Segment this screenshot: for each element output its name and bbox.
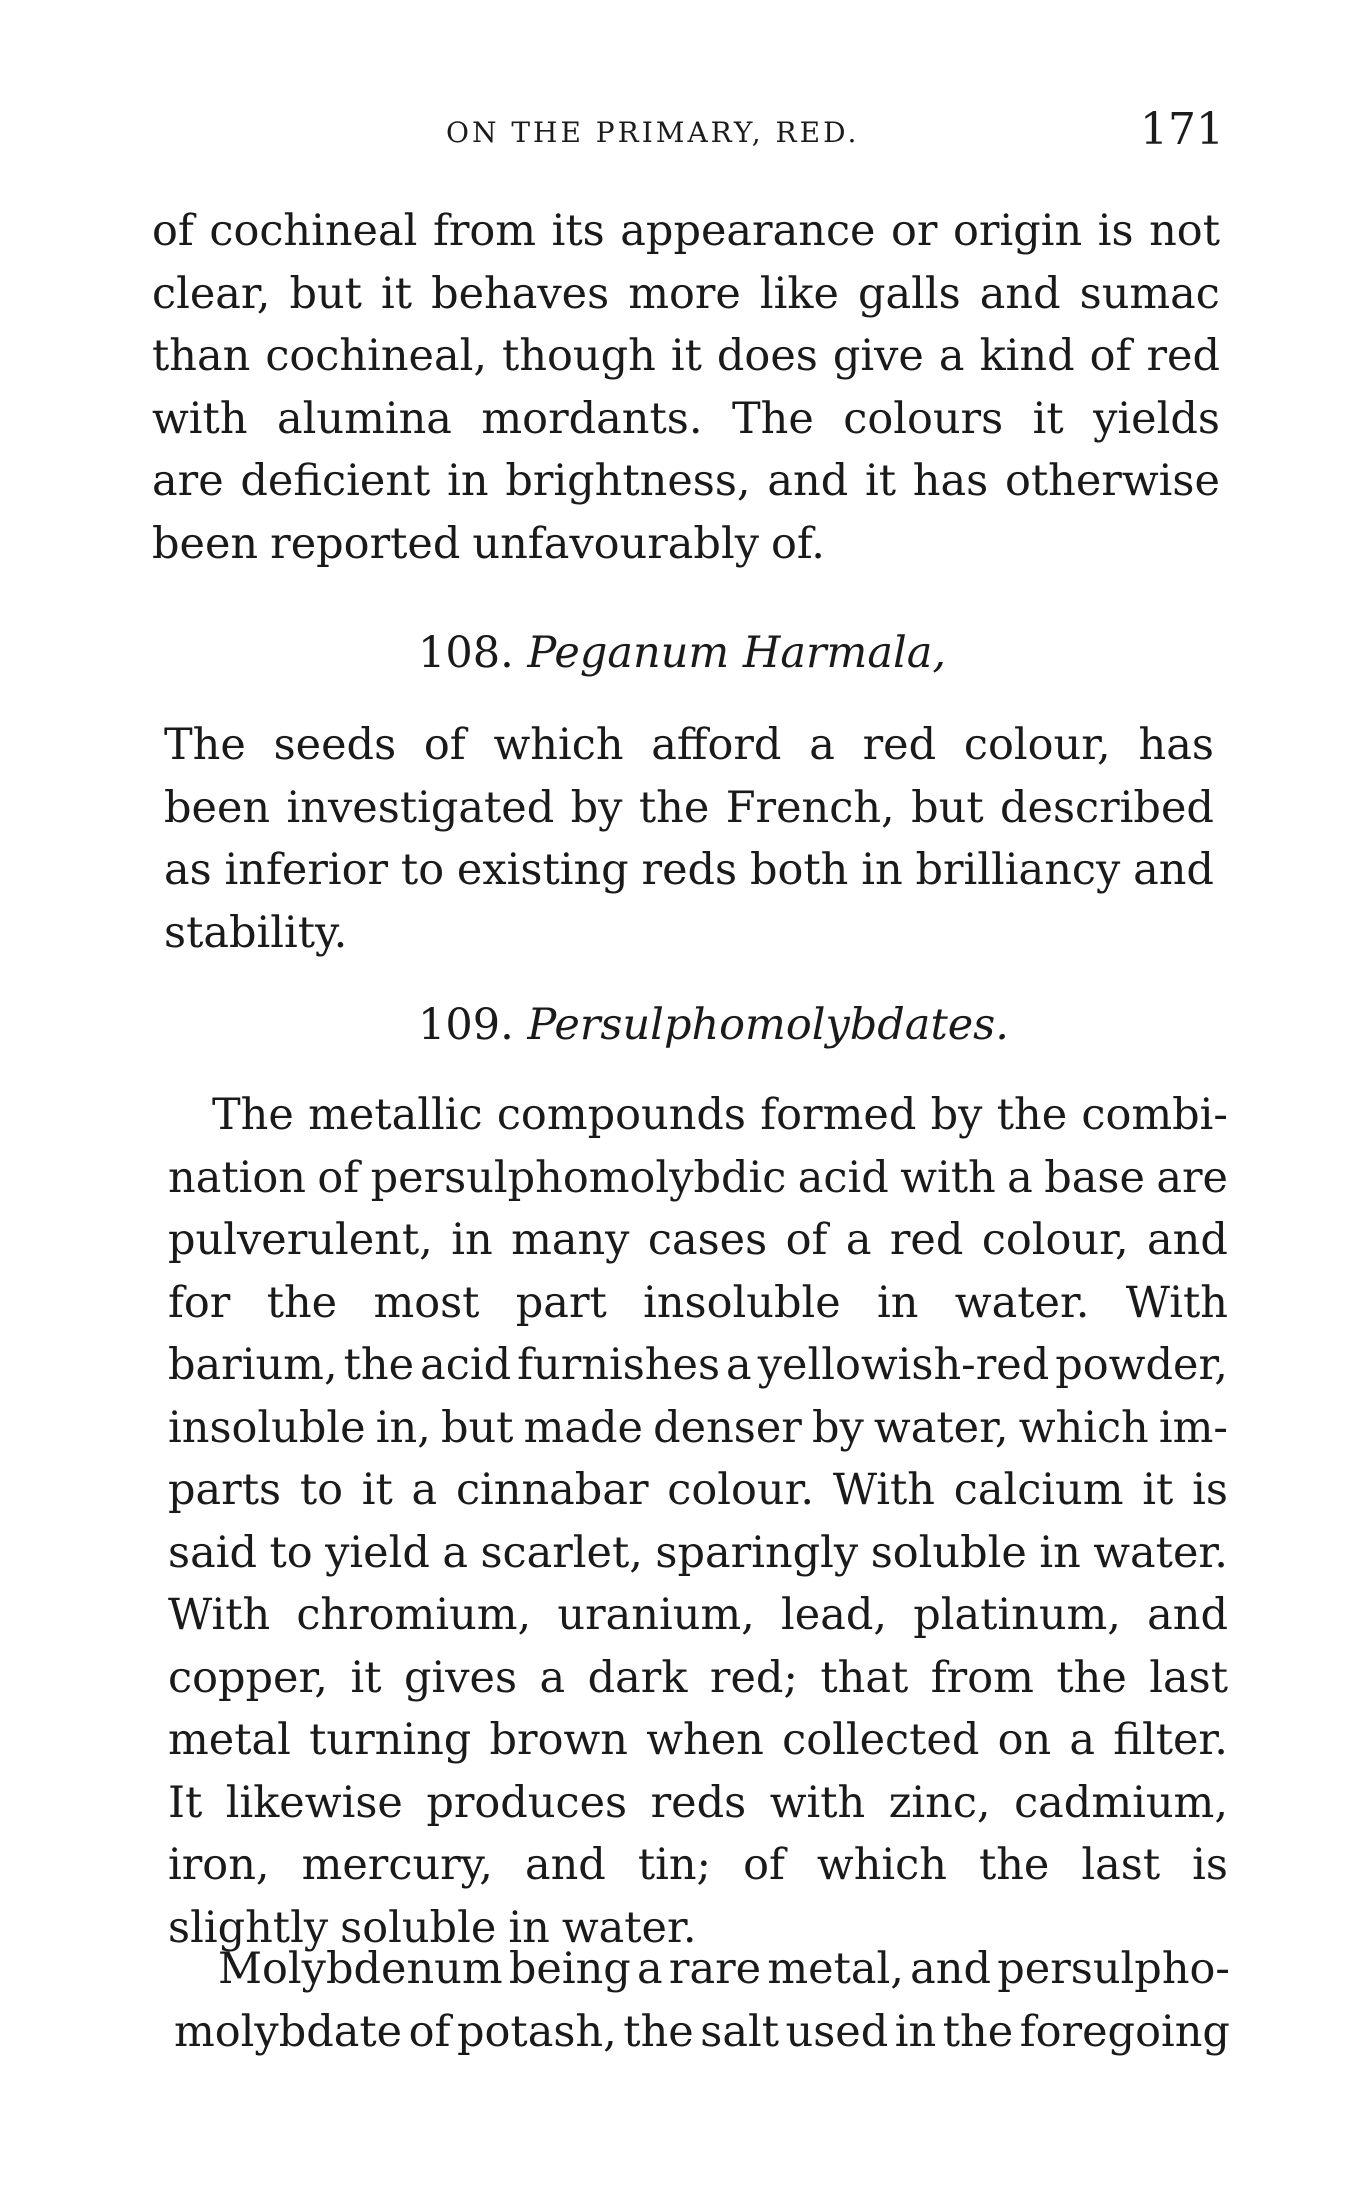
running-head: ON THE PRIMARY, RED. xyxy=(446,116,860,149)
word: both xyxy=(749,845,849,895)
word: it xyxy=(380,268,413,319)
word: are xyxy=(1156,1152,1228,1203)
word: cochineal xyxy=(209,206,418,256)
word: from xyxy=(432,206,537,256)
word: seeds xyxy=(273,720,397,770)
word: collected xyxy=(782,1715,980,1765)
word: filter. xyxy=(1113,1715,1228,1765)
word: water. xyxy=(954,1277,1090,1328)
word: produces xyxy=(426,1777,628,1828)
word: molybdate xyxy=(174,2006,403,2057)
word: of xyxy=(785,1215,828,1265)
word: inferior xyxy=(224,845,389,895)
word: afford xyxy=(651,720,782,770)
word: behaves xyxy=(431,268,610,319)
word: last xyxy=(1081,1840,1161,1890)
text-line xyxy=(164,902,1214,965)
word: copper, xyxy=(168,1652,328,1703)
word: yellowish-red xyxy=(757,1340,1050,1390)
word: origin xyxy=(953,206,1083,256)
word: furnishes xyxy=(517,1340,721,1390)
word: existing xyxy=(456,845,629,895)
word: compounds xyxy=(496,1090,746,1140)
word: being xyxy=(508,1944,631,1994)
word: cadmium, xyxy=(1014,1777,1228,1828)
word: brilliancy xyxy=(915,845,1121,895)
word: yield xyxy=(325,1527,430,1578)
word: in xyxy=(894,2006,937,2057)
word: as xyxy=(164,845,212,895)
word: It xyxy=(168,1777,203,1828)
word: it xyxy=(864,456,897,506)
word: though xyxy=(502,331,656,381)
word: acid xyxy=(420,1340,512,1390)
section-number: 109. xyxy=(418,1000,514,1050)
word: it xyxy=(1032,393,1064,444)
word: salt xyxy=(700,2006,779,2057)
word: foregoing xyxy=(1019,2006,1230,2057)
word: is xyxy=(1192,1840,1228,1890)
word: a xyxy=(637,1944,663,1994)
word: barium, xyxy=(168,1340,338,1390)
section-title: Peganum Harmala, xyxy=(527,628,947,678)
text-line xyxy=(168,1209,1228,1272)
word: a xyxy=(726,1340,752,1390)
word: colours xyxy=(843,393,1004,444)
word: metal xyxy=(168,1715,291,1765)
word: insoluble xyxy=(643,1277,841,1328)
word: mercury, xyxy=(301,1840,493,1890)
word: the xyxy=(623,2006,694,2057)
word: it xyxy=(670,331,702,381)
word: sparingly xyxy=(655,1527,859,1578)
word: potash, xyxy=(457,2006,617,2057)
word: in xyxy=(1039,1527,1081,1578)
word: the xyxy=(266,1277,338,1328)
text-line xyxy=(168,1147,1228,1210)
word: tin; xyxy=(637,1840,712,1890)
section-heading-108 xyxy=(418,628,946,678)
text-line xyxy=(174,1938,1230,2001)
word: it xyxy=(1142,1465,1174,1515)
word: clear, xyxy=(152,268,271,319)
word: more xyxy=(628,268,741,319)
word: brightness, xyxy=(505,456,751,506)
word: most xyxy=(373,1277,480,1328)
word: to xyxy=(269,1527,313,1578)
word: dark xyxy=(587,1652,688,1703)
word: when xyxy=(646,1715,764,1765)
word: does xyxy=(716,331,818,381)
word: reds xyxy=(641,845,738,895)
word: French, xyxy=(725,782,895,833)
word: like xyxy=(759,268,839,319)
word: nation xyxy=(168,1152,306,1203)
word: base xyxy=(1044,1152,1145,1203)
word: scarlet, xyxy=(480,1527,643,1578)
word: which xyxy=(493,720,624,770)
word: calcium xyxy=(953,1465,1124,1515)
word: of xyxy=(317,1152,360,1203)
word: chromium, xyxy=(296,1590,532,1640)
word: rare xyxy=(668,1944,762,1994)
word: with xyxy=(152,393,248,444)
word: persulpho- xyxy=(997,1944,1230,1994)
word: otherwise xyxy=(1004,456,1220,506)
text-line xyxy=(168,1647,1228,1710)
word: powder, xyxy=(1055,1340,1228,1390)
word: water. xyxy=(561,1902,697,1953)
word: colour. xyxy=(667,1465,815,1515)
word: insoluble xyxy=(168,1402,366,1453)
word: lead, xyxy=(781,1590,888,1640)
word: in, xyxy=(375,1402,431,1453)
word: kind xyxy=(979,331,1075,381)
word: than xyxy=(152,331,251,381)
text-line xyxy=(164,839,1214,902)
word: combi- xyxy=(1081,1090,1228,1140)
word: im- xyxy=(1158,1402,1228,1453)
word: The xyxy=(731,393,814,444)
word: a xyxy=(1069,1715,1096,1765)
word: zinc, xyxy=(888,1777,991,1828)
word: and xyxy=(1133,845,1214,895)
word: the xyxy=(343,1340,415,1390)
word: red xyxy=(889,1215,964,1265)
text-line xyxy=(152,388,1220,451)
word: and xyxy=(1147,1215,1228,1265)
word: it xyxy=(350,1652,382,1703)
word: but xyxy=(440,1402,514,1453)
word: in xyxy=(451,1215,493,1265)
word: the xyxy=(942,2006,1014,2057)
word: mordants. xyxy=(481,393,703,444)
word: cases xyxy=(647,1215,768,1265)
text-line xyxy=(152,200,1220,263)
word: on xyxy=(997,1715,1052,1765)
section-108-body xyxy=(164,714,1214,964)
word: uranium, xyxy=(557,1590,755,1640)
word: in xyxy=(508,1902,550,1953)
text-line xyxy=(168,1834,1228,1897)
text-line xyxy=(168,1084,1228,1147)
word: iron, xyxy=(168,1840,270,1890)
word: The xyxy=(164,720,246,770)
word: which xyxy=(816,1840,947,1890)
word: gives xyxy=(403,1652,518,1703)
text-line xyxy=(168,1584,1228,1647)
word: likewise xyxy=(225,1777,403,1828)
text-line xyxy=(168,1334,1228,1397)
word: acid xyxy=(797,1152,889,1203)
word: with xyxy=(769,1777,866,1828)
word: yields xyxy=(1093,393,1220,444)
word: sumac xyxy=(1079,268,1220,319)
word: unfavourably xyxy=(472,518,759,569)
word: that xyxy=(820,1652,909,1703)
word: and xyxy=(767,456,849,506)
word: stability. xyxy=(164,907,348,958)
word: With xyxy=(168,1590,271,1640)
word: red xyxy=(1146,331,1220,381)
text-line xyxy=(152,450,1220,513)
word: are xyxy=(152,456,224,506)
word: metal, xyxy=(767,1944,904,1994)
word: its xyxy=(551,206,605,256)
word: With xyxy=(1125,1277,1228,1328)
word: galls xyxy=(857,268,961,319)
word: a xyxy=(845,1215,872,1265)
word: of xyxy=(408,2006,451,2057)
word: a xyxy=(1007,1152,1033,1203)
text-line xyxy=(164,714,1214,777)
word: but xyxy=(911,782,984,833)
text-line xyxy=(168,1522,1228,1585)
word: platinum, xyxy=(913,1590,1121,1640)
word: or xyxy=(891,206,938,256)
text-line xyxy=(168,1272,1228,1335)
word: it xyxy=(361,1465,393,1515)
word: many xyxy=(511,1215,630,1265)
word: water. xyxy=(1093,1527,1228,1578)
word: reds xyxy=(650,1777,747,1828)
word: persulphomolybdic xyxy=(370,1152,787,1203)
word: part xyxy=(515,1277,607,1328)
word: soluble xyxy=(340,1902,497,1953)
word: brown xyxy=(489,1715,629,1765)
word: and xyxy=(1147,1590,1228,1640)
word: soluble xyxy=(870,1527,1027,1578)
word: by xyxy=(811,1402,864,1453)
word: of xyxy=(423,720,466,770)
word: to xyxy=(299,1465,343,1515)
word: parts xyxy=(168,1465,282,1515)
word: metallic xyxy=(308,1090,483,1140)
word: reported xyxy=(270,518,461,569)
word: red xyxy=(862,720,937,770)
section-109-body xyxy=(168,1084,1228,1959)
word: appearance xyxy=(620,206,876,256)
word: turning xyxy=(309,1715,472,1765)
text-line xyxy=(164,777,1214,840)
text-line xyxy=(152,325,1220,388)
word: the xyxy=(978,1840,1050,1890)
word: red; xyxy=(709,1652,798,1703)
word: by xyxy=(570,782,623,833)
word: to xyxy=(400,845,445,895)
word: investigated xyxy=(286,782,555,833)
word: colour, xyxy=(981,1215,1129,1265)
word: a xyxy=(938,331,965,381)
word: alumina xyxy=(277,393,452,444)
word: formed xyxy=(760,1090,917,1140)
word: a xyxy=(809,720,835,770)
word: of xyxy=(152,206,194,256)
word: said xyxy=(168,1527,257,1578)
word: has xyxy=(912,456,989,506)
word: a xyxy=(411,1465,438,1515)
text-line xyxy=(174,2001,1230,2064)
word: used xyxy=(785,2006,889,2057)
word: is xyxy=(1192,1465,1228,1515)
word: described xyxy=(1000,782,1214,833)
word: which xyxy=(1018,1402,1149,1453)
page-number: 171 xyxy=(1140,104,1224,155)
word: from xyxy=(930,1652,1034,1703)
word: pulverulent, xyxy=(168,1215,433,1265)
word: and xyxy=(979,268,1061,319)
word: a xyxy=(539,1652,566,1703)
word: the xyxy=(638,782,710,833)
word: the xyxy=(996,1090,1068,1140)
text-line xyxy=(168,1772,1228,1835)
word: for xyxy=(168,1277,231,1328)
word: give xyxy=(832,331,924,381)
word: in xyxy=(447,456,489,506)
word: and xyxy=(524,1840,606,1890)
word: of. xyxy=(771,518,825,569)
paragraph-continued xyxy=(152,200,1220,575)
word: of xyxy=(1089,331,1132,381)
section-title: Persulphomolybdates. xyxy=(527,1000,1009,1050)
word: Molybdenum xyxy=(218,1944,503,1994)
word: the xyxy=(1056,1652,1127,1703)
word: been xyxy=(152,518,259,569)
text-line xyxy=(168,1397,1228,1460)
word: last xyxy=(1149,1652,1228,1703)
section-heading-109 xyxy=(418,1000,1009,1050)
word: has xyxy=(1138,720,1214,770)
word: is xyxy=(1097,206,1134,256)
word: by xyxy=(930,1090,983,1140)
text-line xyxy=(152,263,1220,326)
word: slightly xyxy=(168,1902,329,1953)
word: cochineal, xyxy=(265,331,488,381)
word: denser xyxy=(653,1402,802,1453)
word: of xyxy=(743,1840,785,1890)
word: not xyxy=(1149,206,1220,256)
text-line xyxy=(168,1709,1228,1772)
section-109-body-continued xyxy=(174,1938,1230,2063)
text-line xyxy=(168,1459,1228,1522)
word: The xyxy=(212,1090,294,1140)
word: With xyxy=(832,1465,935,1515)
word: in xyxy=(861,845,903,895)
word: a xyxy=(442,1527,468,1578)
word: been xyxy=(164,782,271,833)
word: colour, xyxy=(963,720,1111,770)
word: and xyxy=(910,1944,992,1994)
word: deficient xyxy=(240,456,431,506)
section-number: 108. xyxy=(418,628,514,678)
word: water, xyxy=(873,1402,1009,1453)
word: but xyxy=(289,268,362,319)
word: cinnabar xyxy=(455,1465,649,1515)
word: made xyxy=(523,1402,643,1453)
word: in xyxy=(877,1277,919,1328)
word: with xyxy=(900,1152,996,1203)
text-line xyxy=(152,513,1220,576)
